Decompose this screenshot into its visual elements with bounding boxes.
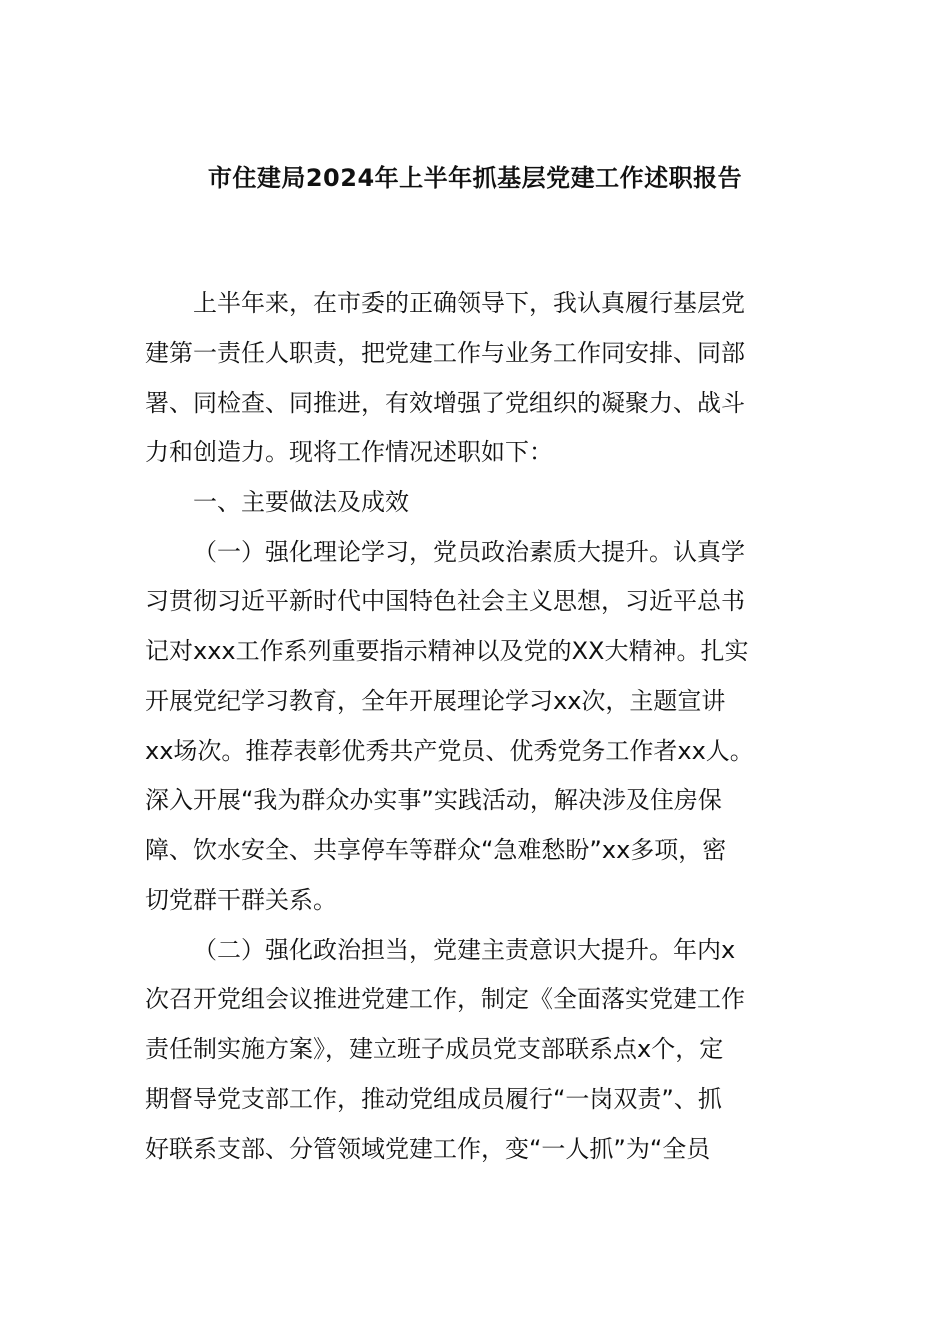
paragraph-line: xx场次。推荐表彰优秀共产党员、优秀党务工作者xx人。 xyxy=(145,737,754,765)
paragraph-line: （一）强化理论学习，党员政治素质大提升。认真学 xyxy=(193,538,745,566)
section-heading: 一、主要做法及成效 xyxy=(193,488,409,516)
paragraph-line: 次召开党组会议推进党建工作，制定《全面落实党建工作 xyxy=(145,985,745,1013)
paragraph-line: 开展党纪学习教育，全年开展理论学习xx次，主题宣讲 xyxy=(145,687,726,715)
paragraph-line: 责任制实施方案》，建立班子成员党支部联系点x个，定 xyxy=(145,1035,724,1063)
paragraph-line: 上半年来，在市委的正确领导下，我认真履行基层党 xyxy=(193,289,745,317)
paragraph-line: 习贯彻习近平新时代中国特色社会主义思想，习近平总书 xyxy=(145,587,745,615)
paragraph-line: （二）强化政治担当，党建主责意识大提升。年内x xyxy=(193,936,736,964)
paragraph-line: 障、饮水安全、共享停车等群众“急难愁盼”xx多项，密 xyxy=(145,836,727,864)
document-title: 市住建局2024年上半年抓基层党建工作述职报告 xyxy=(207,164,743,192)
paragraph-line: 记对xxx工作系列重要指示精神以及党的XX大精神。扎实 xyxy=(145,637,749,665)
paragraph-line: 切党群干群关系。 xyxy=(145,886,337,914)
paragraph-line: 深入开展“我为群众办实事”实践活动，解决涉及住房保 xyxy=(145,786,722,814)
paragraph-line: 建第一责任人职责，把党建工作与业务工作同安排、同部 xyxy=(145,339,745,367)
paragraph-line: 期督导党支部工作，推动党组成员履行“一岗双责”、抓 xyxy=(145,1085,722,1113)
paragraph-line: 署、同检查、同推进，有效增强了党组织的凝聚力、战斗 xyxy=(145,389,745,417)
paragraph-line: 好联系支部、分管领域党建工作，变“一人抓”为“全员 xyxy=(145,1135,711,1163)
paragraph-line: 力和创造力。现将工作情况述职如下： xyxy=(145,438,553,466)
